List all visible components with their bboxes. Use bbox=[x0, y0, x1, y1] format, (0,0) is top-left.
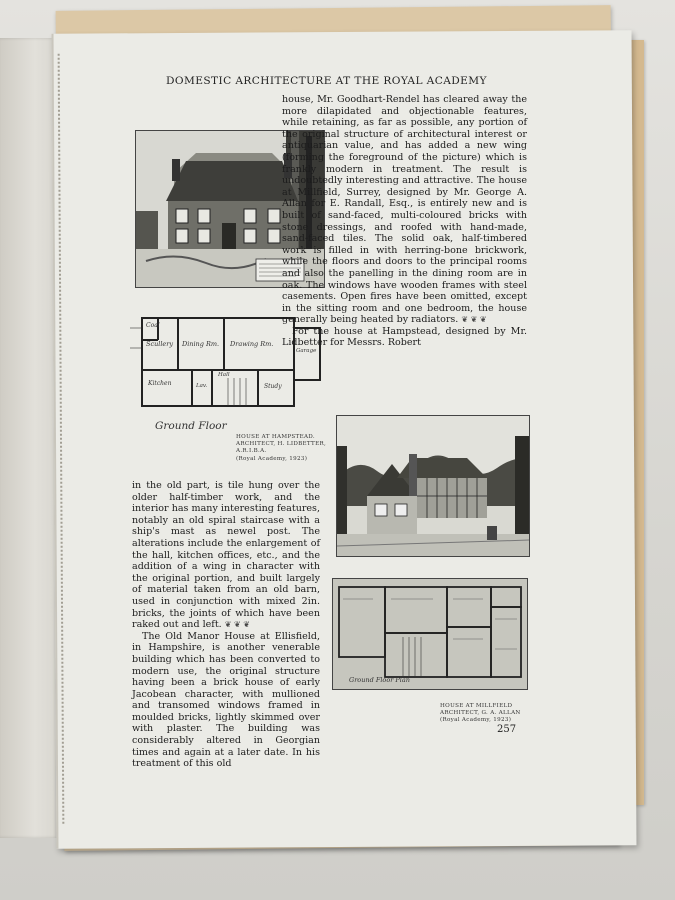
plan-room-label: Hall bbox=[218, 372, 230, 378]
left-leaf bbox=[0, 38, 58, 838]
plan-room-label: Lav. bbox=[196, 383, 208, 389]
hampstead-plan-label: Ground Floor bbox=[155, 420, 227, 432]
plan-room-label: Drawing Rm. bbox=[230, 340, 274, 348]
millfield-floor-plan bbox=[332, 578, 528, 690]
paragraph: The Old Manor House at Ellisfield, in Hampshire, is another venerable building which has been converted to modern use, the original structure having been a brick house of early Jacobean character, with mullioned and transomed windows framed in moulded bricks, lightly skimmed over with plaster. The building was considerably altered in Georgian times and again at a later date. In his treatment of this old bbox=[132, 630, 320, 770]
millfield-plan-drawing bbox=[333, 579, 528, 690]
paragraph: For the house at Hampstead, designed by Mr. Lidbetter for Messrs. Robert bbox=[282, 325, 527, 349]
hampstead-caption bbox=[236, 434, 328, 463]
plan-room-label: Scullery bbox=[146, 340, 174, 348]
page-number: 257 bbox=[497, 724, 517, 735]
caption-line: (Royal Academy, 1923) bbox=[236, 455, 308, 462]
plan-room-label: Dining Rm. bbox=[182, 340, 220, 348]
paragraph-text: in the old part, is tile hung over the older half-timber work, and the interior has many interesting features, notably an old spiral staircase with a ship's mast as newel post. The alterations include the enlargement of the hall, kitchen offices, etc., and the addition of a wing in character with the original portion, and built largely of material taken from an old barn, used in conjunction with mixed 2in. bricks, the joints of which have been raked out and left. bbox=[132, 480, 320, 631]
caption-line: (Royal Academy, 1923) bbox=[440, 717, 512, 724]
caption-line: HOUSE AT HAMPSTEAD. ARCHITECT, H. LIDBETTER, A.R.I.B.A. bbox=[236, 434, 327, 455]
paragraph bbox=[282, 94, 527, 326]
plan-room-label: Garage bbox=[296, 348, 317, 354]
left-text-column bbox=[132, 480, 320, 770]
caption-line: HOUSE AT MILLFIELD bbox=[440, 703, 513, 709]
millfield-plan-label: Ground Floor Plan bbox=[349, 676, 410, 684]
caption-line: ARCHITECT, G. A. ALLAN bbox=[440, 710, 521, 717]
ornament: ❦ ❦ ❦ bbox=[461, 315, 487, 325]
millfield-house-sketch bbox=[337, 416, 530, 557]
paragraph-text: house, Mr. Goodhart-Rendel has cleared away the more dilapidated and objectionable features, while retaining, as far as possible, any portion of the original structure of architectural interest or antiquarian value, and has added a new wing (forming the foreground of the picture) which is frankly modern in treatment. The result is undoubtedly interesting and attractive. The house at Millfield, Surrey, designed by Mr. George A. Allan for E. Randall, Esq., is entirely new and is built of sand-faced, multi-coloured bricks with stone dressings, and roofed with hand-made, sand-faced tiles. The solid oak, half-timbered work is filled in with herring-bone brickwork, while the floors and doors to the principal rooms and also the panelling in the dining room are in oak. The windows have wooden frames with steel casements. Open fires have been omitted, except in the sitting room and one bedroom, the house generally being heated by radiators. bbox=[282, 94, 527, 326]
plan-room-label: Coal bbox=[146, 322, 160, 329]
right-text-column bbox=[282, 94, 527, 349]
plan-room-label: Kitchen bbox=[148, 380, 172, 387]
millfield-caption bbox=[440, 703, 521, 725]
millfield-house-drawing bbox=[336, 415, 530, 557]
running-head: DOMESTIC ARCHITECTURE AT THE ROYAL ACADEMY bbox=[166, 75, 487, 87]
plan-room-label: Study bbox=[264, 383, 282, 390]
ornament: ❦ ❦ ❦ bbox=[224, 620, 250, 630]
binding-stitches bbox=[58, 54, 65, 824]
paragraph bbox=[132, 480, 320, 631]
